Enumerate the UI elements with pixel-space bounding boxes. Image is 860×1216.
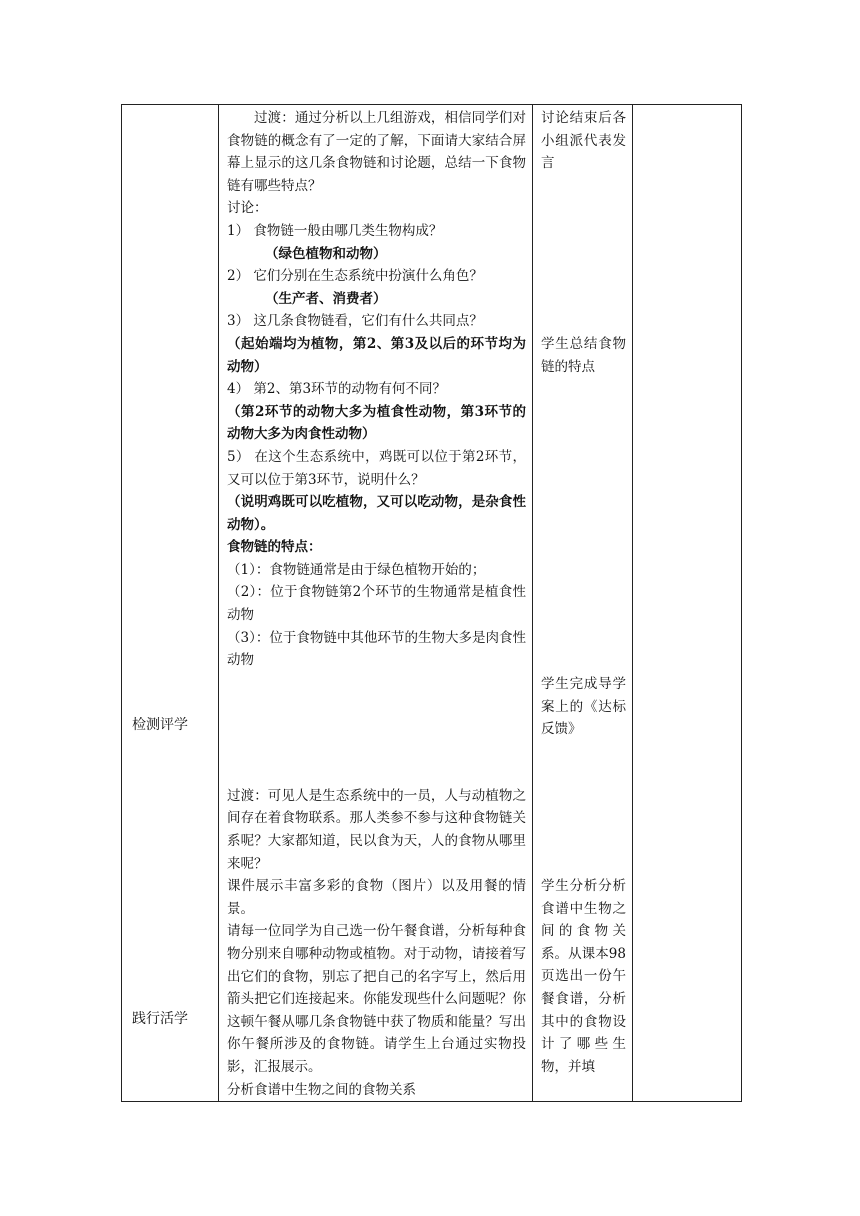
spacer: [227, 672, 526, 785]
feature-1: （1）：食物链通常是由于绿色植物开始的；: [227, 561, 486, 578]
answer-1: （绿色植物和动物）: [265, 245, 387, 262]
notes-column: [633, 105, 742, 1102]
discussion-label: 讨论：: [227, 200, 268, 217]
section-column: [122, 105, 219, 1102]
lunch-task-paragraph: 请每一位同学为自己选一份午餐食谱，分析每种食物分别来自哪种动物或植物。对于动物，请接着写出它们的食物，别忘了把自己的名字写上，然后用箭头把它们连接起来。你能发现些什么问题呢？你这顿午餐从哪几条食物链中获了物质和能量？写出你午餐所涉及的食物链。请学生上台通过实物投影，汇报展示。: [227, 923, 526, 1075]
courseware-note: 课件展示丰富多彩的食物（图片）以及用餐的情景。: [227, 878, 526, 917]
feature-2: （2）：位于食物链第2个环节的生物通常是植食性动物: [227, 584, 526, 624]
feature-3: （3）：位于食物链中其他环节的生物大多是肉食性动物: [227, 629, 526, 669]
student-summary-note: 学生总结食物链的特点: [541, 336, 626, 375]
transition-paragraph-2: 过渡：可见人是生态系统中的一员，人与动植物之间存在着食物联系。那人类参不参与这种食物链关系呢？大家都知道，民以食为天，人的食物从哪里来呢？: [227, 787, 526, 872]
lesson-plan-table: [121, 104, 742, 1102]
student-analysis-note: 学生分析分析食谱中生物之间的食物关系。从课本98页选出一份午餐食谱，分析其中的食物设计了哪些生物，并填: [541, 878, 626, 1075]
student-feedback-note: 学生完成导学案上的《达标反馈》: [541, 676, 626, 738]
question-5: 5） 在这个生态系统中，鸡既可以位于第2环节，又可以位于第3环节，说明什么？: [227, 448, 526, 488]
question-1: 1） 食物链一般由哪几类生物构成？: [227, 222, 443, 239]
question-4: 4） 第2、第3环节的动物有何不同？: [227, 381, 447, 398]
section-label-practice: 践行活学: [132, 1011, 188, 1027]
section-label-assessment: 检测评学: [132, 717, 188, 733]
answer-2: （生产者、消费者）: [265, 290, 387, 307]
analysis-note: 分析食谱中生物之间的食物关系: [227, 1081, 416, 1098]
student-activity-column: [533, 105, 633, 1102]
teacher-activity-column: [219, 105, 533, 1102]
answer-3: （起始端均为植物，第2、第3及以后的环节均为动物）: [227, 335, 526, 375]
answer-4: （第2环节的动物大多为植食性动物，第3环节的动物大多为肉食性动物）: [227, 403, 526, 443]
question-3: 3） 这几条食物链看，它们有什么共同点？: [227, 313, 483, 330]
answer-5: （说明鸡既可以吃植物，又可以吃动物，是杂食性动物）。: [227, 494, 526, 533]
student-discussion-note: 讨论结束后各小组派代表发言: [541, 110, 626, 172]
transition-paragraph-1: 过渡：通过分析以上几组游戏，相信同学们对食物链的概念有了一定的了解，下面请大家结合屏幕上显示的这几条食物链和讨论题，总结一下食物链有哪些特点？: [227, 110, 526, 194]
features-heading: 食物链的特点：: [227, 539, 322, 556]
question-2: 2） 它们分别在生态系统中扮演什么角色？: [227, 268, 483, 285]
